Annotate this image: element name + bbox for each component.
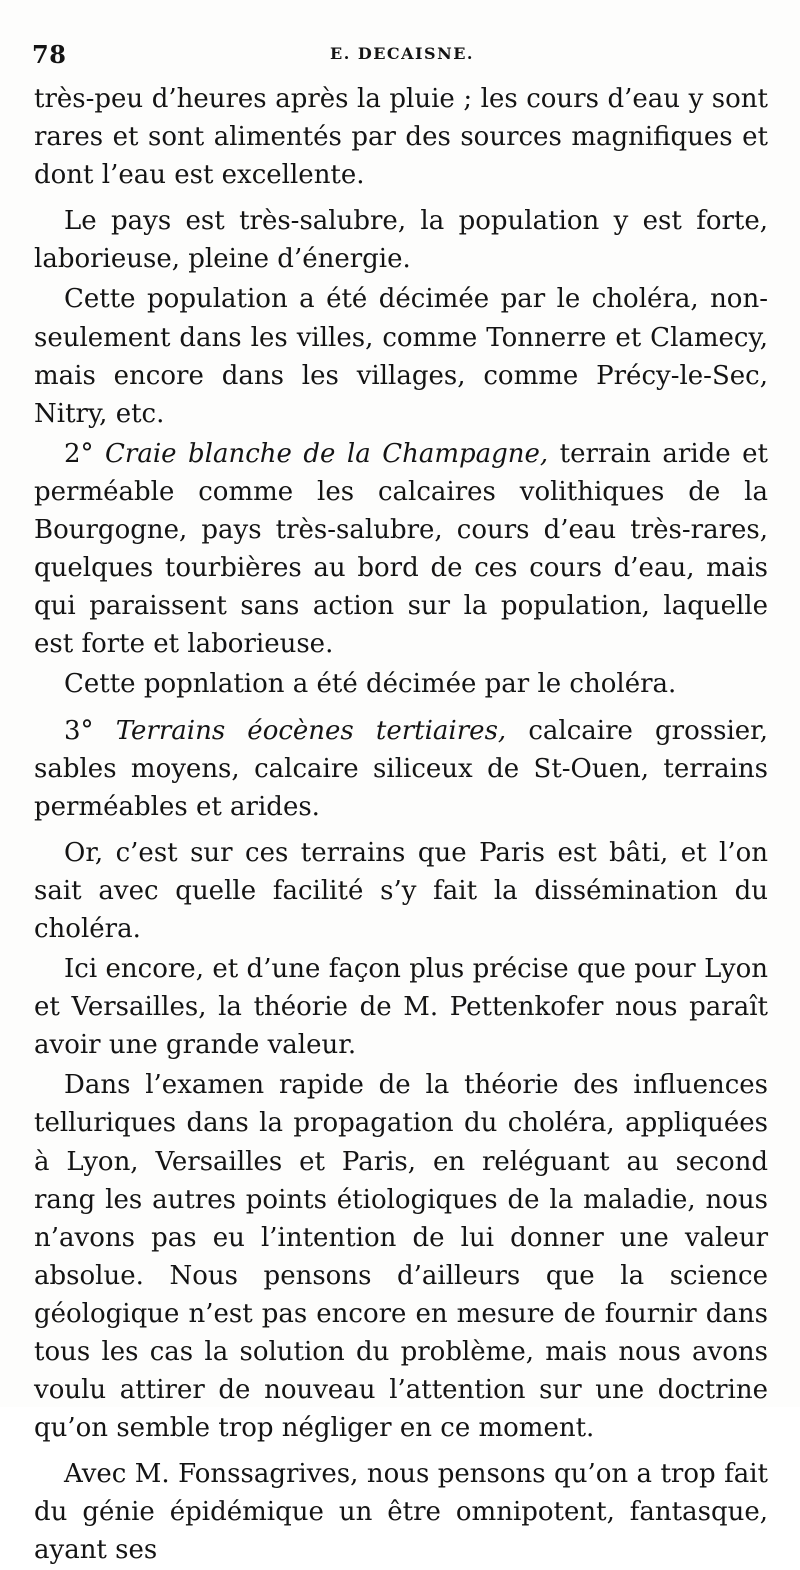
paragraph: Cette popnlation a été décimée par le choléra.: [64, 669, 677, 700]
paragraph: Ici encore, et d’une façon plus précise que pour Lyon et Versailles, la théorie de M. Pettenkofer nous paraît avoir une grande valeur.: [34, 954, 768, 1061]
numbered-paragraph: [34, 435, 768, 664]
item-number: 2°: [64, 438, 106, 469]
paragraph: Cette population a été décimée par le choléra, non-seulement dans les villes, comme Tonnerre et Clamecy, mais encore dans les villages, comme Précy-le-Sec, Nitry, etc.: [34, 284, 768, 429]
paragraph: Dans l’examen rapide de la théorie des influences telluriques dans la propagation du choléra, appliquées à Lyon, Versailles et Paris, en reléguant au second rang les autres points étiologiques de la maladie, nous n’avons pas eu l’intention de lui donner une valeur absolue. Nous pensons d’ailleurs que la science géologique n’est pas encore en mesure de fournir dans tous les cas la solution du problème, mais nous avons voulu attirer de nouveau l’attention sur une doctrine qu’on semble trop négliger en ce moment.: [34, 1070, 768, 1444]
item-text: calcaire grossier, sables moyens, calcaire siliceux de St-Ouen, terrains perméables et arides.: [34, 715, 768, 822]
paragraph: Avec M. Fonssagrives, nous pensons qu’on a trop fait du génie épidémique un être omnipotent, fantasque, ayant ses: [34, 1459, 768, 1566]
paragraph: Or, c’est sur ces terrains que Paris est bâti, et l’on sait avec quelle facilité s’y fait la dissémination du choléra.: [34, 837, 768, 944]
body-text: [34, 80, 768, 1570]
paragraph-continuation: très-peu d’heures après la pluie ; les cours d’eau y sont rares et sont alimentés par des sources magnifiques et dont l’eau est excellente.: [34, 84, 768, 191]
italic-term: Craie blanche de la Champagne,: [105, 438, 560, 469]
item-text: terrain aride et perméable comme les calcaires volithiques de la Bourgogne, pays très-salubre, cours d’eau très-rares, quelques tourbières au bord de ces cours d’eau, mais qui paraissent sans action sur la population, laquelle est forte et laborieuse.: [34, 438, 768, 660]
item-number: 3°: [64, 715, 116, 746]
paragraph: Le pays est très-salubre, la population y est forte, laborieuse, pleine d’énergie.: [34, 206, 768, 275]
page-header: [32, 40, 772, 76]
italic-term: Terrains éocènes tertiaires,: [115, 715, 529, 746]
numbered-paragraph: [34, 712, 768, 826]
running-head: E. DECAISNE.: [330, 44, 474, 63]
page-number: 78: [32, 40, 67, 69]
